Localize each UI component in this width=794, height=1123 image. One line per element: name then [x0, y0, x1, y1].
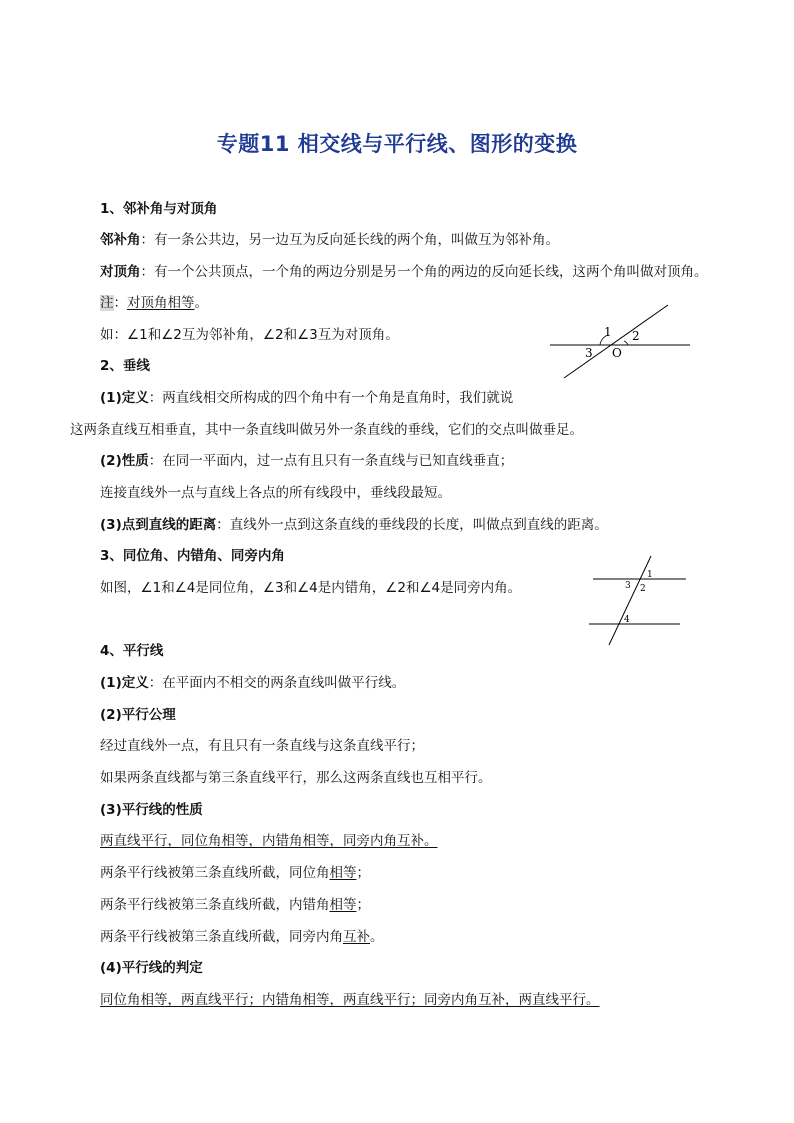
section-1-heading: 1、邻补角与对顶角 — [100, 201, 218, 217]
figure-label-o: O — [612, 346, 622, 360]
alternate-text: 两条平行线被第三条直线所截，内错角 — [100, 897, 330, 913]
parallel-def-text: ：在平面内不相交的两条直线叫做平行线。 — [148, 675, 406, 691]
figure-angle-2: 2 — [640, 584, 646, 594]
interior-emphasis: 互补 — [343, 929, 370, 945]
adjacent-angle-text: ：有一条公共边，另一边互为反向延长线的两个角，叫做互为邻补角。 — [140, 232, 559, 248]
note-line — [100, 293, 208, 313]
corresponding-emphasis: 相等 — [329, 865, 357, 881]
perpendicular-prop-text-2: 连接直线外一点与直线上各点的所有线段中，垂线段最短。 — [100, 485, 451, 501]
parallel-axiom-heading: (2)平行公理 — [100, 707, 176, 723]
parallel-property-heading: (3)平行线的性质 — [100, 802, 203, 818]
section-2-heading: 2、垂线 — [100, 358, 150, 374]
perpendicular-prop-label: (2)性质 — [100, 453, 149, 469]
intersecting-lines-figure — [548, 300, 698, 382]
perpendicular-def-label: (1)定义 — [100, 390, 149, 406]
figure-label-2: 2 — [632, 329, 640, 343]
adjacent-angle-term: 邻补角 — [100, 232, 141, 248]
vertical-angle-definition — [100, 262, 708, 282]
figure-label-1: 1 — [604, 325, 612, 339]
adjacent-angle-definition — [100, 230, 559, 250]
parallel-property-corresponding — [100, 863, 370, 883]
parallel-axiom-text-2: 如果两条直线都与第三条直线平行，那么这两条直线也互相平行。 — [100, 770, 492, 786]
parallel-judgment-text: 同位角相等，两直线平行；内错角相等，两直线平行；同旁内角互补，两直线平行。 — [100, 992, 600, 1008]
parallel-definition — [100, 673, 405, 693]
perpendicular-prop-text-1: ：在同一平面内，过一点有且只有一条直线与已知直线垂直； — [148, 453, 514, 469]
transversal-figure — [585, 553, 690, 648]
section-3-text: 如图，∠1和∠4是同位角，∠3和∠4是内错角，∠2和∠4是同旁内角。 — [100, 580, 522, 596]
page-title: 专题11 相交线与平行线、图形的变换 — [216, 132, 578, 156]
alternate-emphasis: 相等 — [329, 897, 357, 913]
vertical-angle-text: ：有一个公共顶点，一个角的两边分别是另一个角的两边的反向延长线，这两个角叫做对顶角。 — [140, 264, 708, 280]
interior-end: 。 — [370, 929, 384, 945]
alternate-end: ； — [356, 897, 370, 913]
parallel-judgment-heading: (4)平行线的判定 — [100, 960, 203, 976]
parallel-axiom-text-1: 经过直线外一点，有且只有一条直线与这条直线平行； — [100, 738, 424, 754]
section-1-example: 如：∠1和∠2互为邻补角，∠2和∠3互为对顶角。 — [100, 327, 399, 343]
parallel-property-interior — [100, 927, 384, 947]
distance-text: ：直线外一点到这条直线的垂线段的长度，叫做点到直线的距离。 — [216, 517, 608, 533]
perpendicular-def-text-2: 这两条直线互相垂直，其中一条直线叫做另外一条直线的垂线，它们的交点叫做垂足。 — [70, 422, 583, 438]
section-3-heading: 3、同位角、内错角、同旁内角 — [100, 548, 285, 564]
figure-slanted-line — [564, 305, 668, 378]
figure-angle-4: 4 — [624, 615, 630, 625]
note-separator: ： — [113, 295, 127, 311]
figure-label-3: 3 — [585, 346, 593, 360]
vertical-angle-term: 对顶角 — [100, 264, 141, 280]
angle-2-arc — [624, 341, 628, 345]
parallel-property-alternate — [100, 895, 370, 915]
figure-angle-3: 3 — [625, 581, 631, 591]
corresponding-text: 两条平行线被第三条直线所截，同位角 — [100, 865, 330, 881]
perpendicular-def-text-1: ：两直线相交所构成的四个角中有一个角是直角时，我们就说 — [148, 390, 514, 406]
note-end: 。 — [194, 295, 208, 311]
section-4-heading: 4、平行线 — [100, 643, 164, 659]
perpendicular-definition — [100, 388, 513, 408]
note-text: 对顶角相等 — [127, 295, 195, 311]
distance-label: (3)点到直线的距离 — [100, 517, 217, 533]
parallel-property-summary: 两直线平行，同位角相等，内错角相等，同旁内角互补。 — [100, 833, 438, 849]
figure-transversal-line — [609, 556, 651, 645]
interior-text: 两条平行线被第三条直线所截，同旁内角 — [100, 929, 343, 945]
note-label: 注 — [100, 295, 114, 311]
figure-angle-1: 1 — [647, 570, 653, 580]
corresponding-end: ； — [356, 865, 370, 881]
parallel-def-label: (1)定义 — [100, 675, 149, 691]
perpendicular-property — [100, 451, 513, 471]
point-line-distance — [100, 515, 608, 535]
